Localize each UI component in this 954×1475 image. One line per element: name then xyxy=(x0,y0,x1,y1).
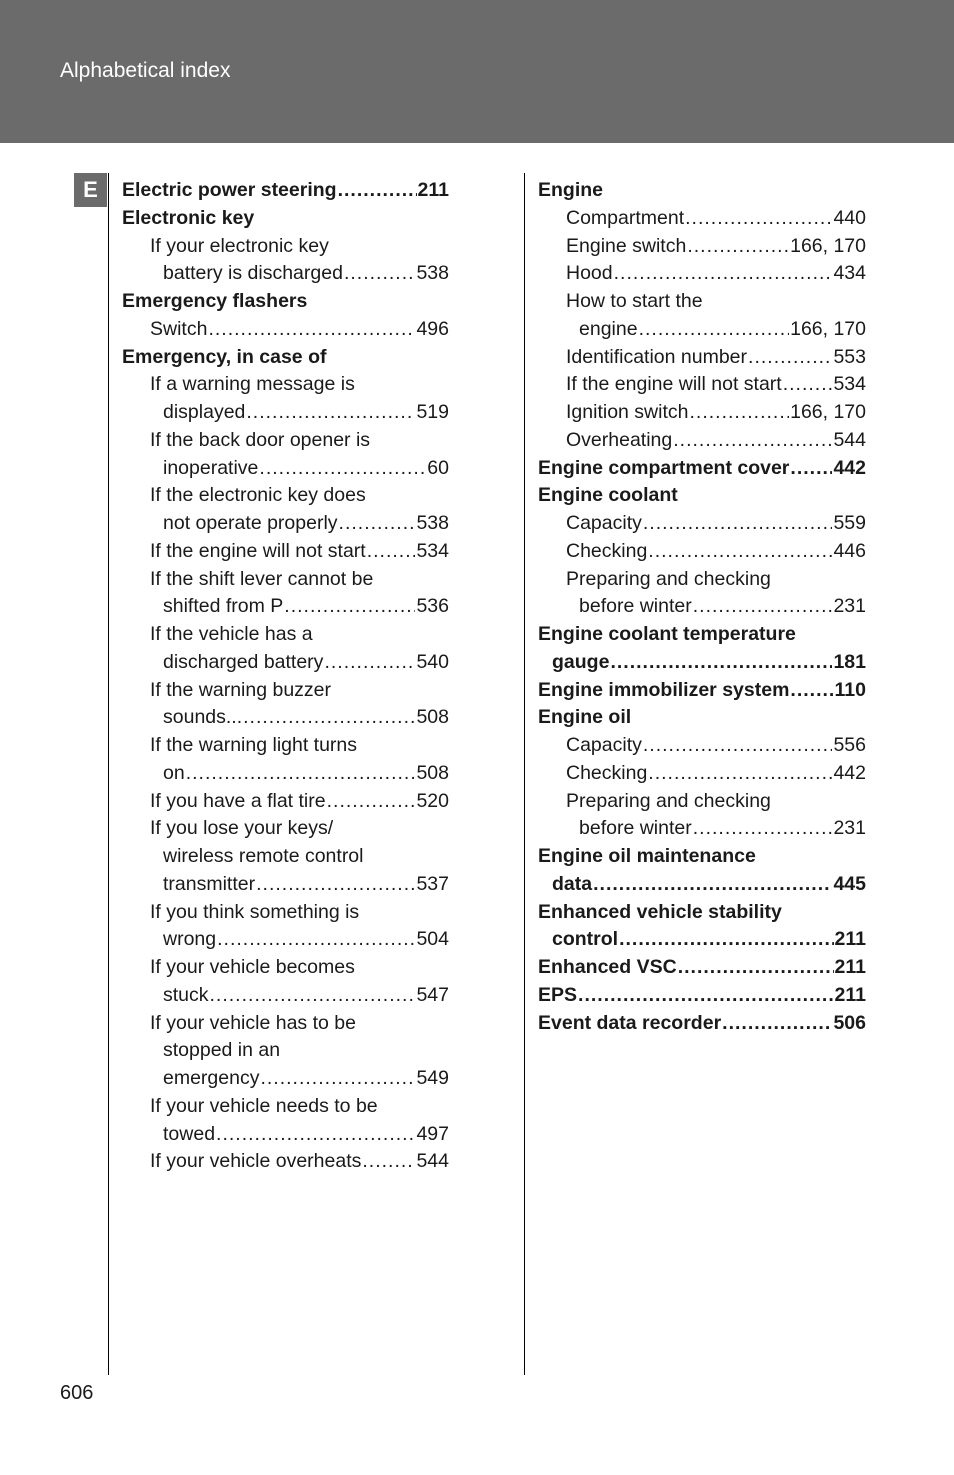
index-subentry xyxy=(122,981,449,1009)
index-entry xyxy=(538,842,866,870)
index-entry xyxy=(538,676,866,704)
entry-text: EPS xyxy=(538,983,578,1006)
dot-leader xyxy=(643,509,833,537)
index-subentry xyxy=(538,565,866,593)
index-subentry xyxy=(122,1064,449,1092)
entry-text: Engine compartment cover xyxy=(538,456,790,479)
index-entry xyxy=(538,898,866,926)
index-subentry xyxy=(122,315,449,343)
entry-page-number: 508 xyxy=(416,706,449,729)
entry-page-number: 60 xyxy=(427,456,449,479)
entry-text: Hood xyxy=(566,262,613,285)
dot-leader xyxy=(693,592,833,620)
dot-leader xyxy=(216,1120,415,1148)
entry-page-number: 553 xyxy=(833,345,866,368)
entry-page-number: 110 xyxy=(834,678,866,701)
index-subentry xyxy=(122,870,449,898)
entry-text: emergency xyxy=(163,1067,260,1089)
index-subentry xyxy=(122,537,449,565)
entry-text: not operate properly xyxy=(163,512,338,534)
entry-text: control xyxy=(552,928,619,951)
entry-text: Checking xyxy=(566,539,648,562)
index-entry xyxy=(538,953,866,981)
dot-leader xyxy=(243,703,415,731)
index-subentry xyxy=(538,426,866,454)
index-subentry xyxy=(122,1092,449,1120)
index-subentry xyxy=(538,232,866,260)
entry-page-number: 445 xyxy=(833,872,866,895)
index-subentry xyxy=(538,370,866,398)
entry-text: If the engine will not start xyxy=(150,539,366,562)
entry-text: Compartment xyxy=(566,206,685,229)
entry-page-number: 446 xyxy=(833,539,866,562)
column-divider xyxy=(524,173,525,1375)
index-subentry xyxy=(538,648,866,676)
entry-text: Enhanced vehicle stability xyxy=(538,900,782,923)
index-subentry xyxy=(122,370,449,398)
index-subentry xyxy=(122,676,449,704)
dot-leader xyxy=(246,398,415,426)
dot-leader xyxy=(643,731,833,759)
entry-page-number: 166, 170 xyxy=(790,401,866,423)
entry-text: If the electronic key does xyxy=(150,484,366,507)
entry-text: Ignition switch xyxy=(566,401,689,423)
index-subentry xyxy=(122,259,449,287)
dot-leader xyxy=(256,870,415,898)
index-subentry xyxy=(122,1147,449,1175)
entry-text: Electric power steering xyxy=(122,179,337,201)
entry-text: before winter xyxy=(579,817,692,840)
dot-leader xyxy=(344,259,416,287)
dot-leader xyxy=(783,370,833,398)
index-subentry xyxy=(538,759,866,787)
page-header xyxy=(0,0,954,143)
entry-text: If the vehicle has a xyxy=(150,623,313,645)
entry-page-number: 547 xyxy=(416,983,449,1006)
entry-page-number: 519 xyxy=(416,401,449,423)
index-subentry xyxy=(122,648,449,676)
index-subentry xyxy=(538,814,866,842)
entry-text: If the warning light turns xyxy=(150,734,358,756)
entry-page-number: 508 xyxy=(416,761,449,784)
entry-text: Capacity xyxy=(566,512,642,534)
entry-text: data xyxy=(552,872,593,895)
entry-page-number: 536 xyxy=(416,595,449,618)
index-subentry xyxy=(538,870,866,898)
dot-leader xyxy=(693,814,833,842)
entry-page-number: 211 xyxy=(834,983,866,1006)
entry-text: before winter xyxy=(579,595,692,618)
index-subentry xyxy=(122,1009,449,1037)
dot-leader xyxy=(722,1009,832,1037)
entry-page-number: 442 xyxy=(833,456,866,479)
dot-leader xyxy=(685,204,832,232)
index-subentry xyxy=(122,398,449,426)
entry-text: Engine coolant temperature xyxy=(538,623,796,645)
index-subentry xyxy=(122,481,449,509)
dot-leader xyxy=(648,759,832,787)
entry-page-number: 442 xyxy=(833,761,866,784)
index-entry xyxy=(538,981,866,1009)
entry-text: If your vehicle needs to be xyxy=(150,1094,378,1117)
header-title: Alphabetical index xyxy=(60,59,231,82)
entry-text: If your vehicle becomes xyxy=(150,956,355,978)
index-subentry xyxy=(538,787,866,815)
index-subentry xyxy=(538,259,866,287)
entry-text: Emergency, in case of xyxy=(122,345,327,368)
entry-text: If the shift lever cannot be xyxy=(150,567,374,590)
index-entry xyxy=(538,703,866,731)
index-entry xyxy=(538,176,866,204)
entry-text: Preparing and checking xyxy=(566,567,771,590)
index-entry xyxy=(538,454,866,482)
entry-text: stopped in an xyxy=(163,1039,281,1062)
page-number: 606 xyxy=(60,1382,94,1404)
index-subentry xyxy=(122,592,449,620)
entry-text: gauge xyxy=(552,650,610,673)
index-subentry xyxy=(122,731,449,759)
entry-page-number: 440 xyxy=(833,206,866,229)
entry-page-number: 520 xyxy=(416,789,449,812)
dot-leader xyxy=(639,315,790,343)
left-column-rule xyxy=(108,173,109,1375)
entry-text: Electronic key xyxy=(122,206,255,229)
entry-text: Engine oil xyxy=(538,706,632,729)
dot-leader xyxy=(339,509,416,537)
index-entry xyxy=(122,176,449,204)
dot-leader xyxy=(614,259,833,287)
index-subentry xyxy=(538,509,866,537)
index-subentry xyxy=(538,537,866,565)
index-entry xyxy=(122,204,449,232)
index-subentry xyxy=(538,343,866,371)
entry-text: shifted from P xyxy=(163,595,284,618)
index-subentry xyxy=(538,592,866,620)
entry-page-number: 538 xyxy=(416,512,449,534)
index-subentry xyxy=(122,1120,449,1148)
index-subentry xyxy=(538,204,866,232)
entry-page-number: 506 xyxy=(833,1011,866,1034)
dot-leader xyxy=(324,648,415,676)
entry-text: How to start the xyxy=(566,290,703,312)
index-subentry xyxy=(538,925,866,953)
entry-text: If your vehicle has to be xyxy=(150,1011,356,1034)
entry-page-number: 211 xyxy=(417,179,449,201)
index-subentry xyxy=(122,565,449,593)
dot-leader xyxy=(186,759,416,787)
index-subentry xyxy=(122,703,449,731)
index-subentry xyxy=(122,925,449,953)
entry-text: sounds... xyxy=(163,706,243,729)
section-letter-tab: E xyxy=(74,173,107,207)
dot-leader xyxy=(610,648,832,676)
index-entry xyxy=(122,287,449,315)
entry-text: If your electronic key xyxy=(150,234,329,257)
index-subentry xyxy=(122,814,449,842)
entry-page-number: 534 xyxy=(416,539,449,562)
entry-page-number: 166, 170 xyxy=(790,234,866,257)
index-subentry xyxy=(538,398,866,426)
dot-leader xyxy=(338,176,417,204)
index-column-right xyxy=(538,176,866,1036)
entry-page-number: 538 xyxy=(416,262,449,285)
dot-leader xyxy=(260,1064,415,1092)
dot-leader xyxy=(284,592,415,620)
dot-leader xyxy=(648,537,832,565)
index-subentry xyxy=(122,953,449,981)
entry-text: Checking xyxy=(566,761,648,784)
entry-text: If you think something is xyxy=(150,900,360,923)
dot-leader xyxy=(367,537,416,565)
entry-text: Engine xyxy=(538,179,604,201)
entry-page-number: 549 xyxy=(416,1067,449,1089)
entry-page-number: 496 xyxy=(416,317,449,340)
entry-text: If you have a flat tire xyxy=(150,789,326,812)
entry-text: transmitter xyxy=(163,872,256,895)
entry-page-number: 537 xyxy=(416,872,449,895)
index-entry xyxy=(538,1009,866,1037)
entry-page-number: 211 xyxy=(834,956,866,978)
index-entry xyxy=(538,620,866,648)
entry-page-number: 231 xyxy=(833,817,866,840)
dot-leader xyxy=(619,925,833,953)
entry-text: discharged battery xyxy=(163,650,324,673)
entry-page-number: 544 xyxy=(833,428,866,451)
entry-text: wrong xyxy=(163,928,217,951)
entry-text: inoperative xyxy=(163,456,259,479)
index-subentry xyxy=(122,426,449,454)
index-subentry xyxy=(538,731,866,759)
dot-leader xyxy=(687,232,789,260)
entry-page-number: 434 xyxy=(833,262,866,285)
entry-page-number: 534 xyxy=(833,373,866,396)
entry-text: If a warning message is xyxy=(150,373,355,396)
entry-text: stuck xyxy=(163,983,209,1006)
entry-text: Event data recorder xyxy=(538,1011,722,1034)
entry-page-number: 504 xyxy=(416,928,449,951)
entry-page-number: 556 xyxy=(833,734,866,756)
entry-text: Engine immobilizer system xyxy=(538,678,790,701)
dot-leader xyxy=(327,787,416,815)
entry-page-number: 211 xyxy=(834,928,866,951)
index-subentry xyxy=(538,315,866,343)
index-subentry xyxy=(122,232,449,260)
dot-leader xyxy=(259,454,426,482)
entry-text: Preparing and checking xyxy=(566,789,771,812)
entry-page-number: 497 xyxy=(416,1122,449,1145)
dot-leader xyxy=(362,1147,415,1175)
entry-text: Engine coolant xyxy=(538,484,678,507)
entry-text: If the warning buzzer xyxy=(150,678,332,701)
entry-text: If your vehicle overheats xyxy=(150,1150,362,1173)
entry-text: Capacity xyxy=(566,734,642,756)
entry-text: If the engine will not start xyxy=(566,373,782,396)
dot-leader xyxy=(790,676,833,704)
index-subentry xyxy=(122,509,449,537)
entry-text: Emergency flashers xyxy=(122,290,308,312)
entry-page-number: 231 xyxy=(833,595,866,618)
entry-text: Identification number xyxy=(566,345,748,368)
entry-text: battery is discharged xyxy=(163,262,343,285)
index-subentry xyxy=(538,287,866,315)
index-entry xyxy=(538,481,866,509)
index-subentry xyxy=(122,842,449,870)
dot-leader xyxy=(673,426,832,454)
entry-text: Engine oil maintenance xyxy=(538,845,756,867)
entry-text: on xyxy=(163,761,185,784)
index-subentry xyxy=(122,898,449,926)
entry-page-number: 181 xyxy=(833,650,866,673)
index-entry xyxy=(122,343,449,371)
entry-page-number: 559 xyxy=(833,512,866,534)
entry-text: Enhanced VSC xyxy=(538,956,677,978)
index-subentry xyxy=(122,787,449,815)
entry-page-number: 166, 170 xyxy=(790,317,866,340)
entry-page-number: 540 xyxy=(416,650,449,673)
index-column-left xyxy=(122,176,449,1175)
dot-leader xyxy=(790,454,832,482)
entry-text: displayed xyxy=(163,401,246,423)
dot-leader xyxy=(210,981,416,1009)
index-subentry xyxy=(122,620,449,648)
dot-leader xyxy=(208,315,415,343)
index-subentry xyxy=(122,1036,449,1064)
entry-text: Overheating xyxy=(566,428,673,451)
dot-leader xyxy=(678,953,834,981)
entry-text: If you lose your keys/ xyxy=(150,817,334,840)
dot-leader xyxy=(593,870,832,898)
dot-leader xyxy=(578,981,834,1009)
entry-text: towed xyxy=(163,1122,216,1145)
entry-text: wireless remote control xyxy=(163,845,364,867)
dot-leader xyxy=(748,343,832,371)
dot-leader xyxy=(689,398,789,426)
index-subentry xyxy=(122,759,449,787)
entry-text: If the back door opener is xyxy=(150,428,371,451)
entry-text: engine xyxy=(579,317,638,340)
index-subentry xyxy=(122,454,449,482)
entry-page-number: 544 xyxy=(416,1150,449,1173)
entry-text: Switch xyxy=(150,317,208,340)
entry-text: Engine switch xyxy=(566,234,687,257)
dot-leader xyxy=(217,925,415,953)
